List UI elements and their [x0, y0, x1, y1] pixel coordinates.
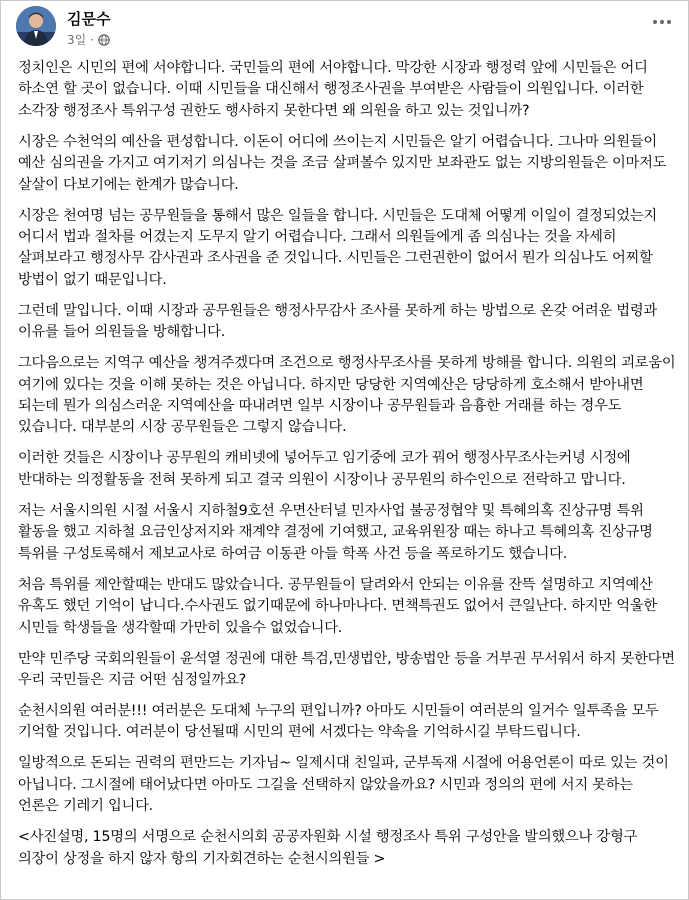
post-meta — [67, 31, 110, 48]
post-header — [16, 6, 676, 54]
profile-photo-icon — [16, 6, 56, 46]
post-paragraph: 그다음으로는 지역구 예산을 챙겨주겠다며 조건으로 행정사무조사를 못하게 방해를 합니다. 의원의 괴로움이 여기에 있다는 것을 이해 못하는 것은 아닙니다. 하지만 당당한 지역예산은 당당하게 호소해서 받아내면 되는데 뭔가 의심스러운 지역예산을 따내려면 일부 시장이나 공무원들과 음흉한 거래를 하는 경우도 있습니다. 대부분의 시장 공무원들은 그렇지 않습니다. — [18, 355, 676, 436]
author-name[interactable]: 김문수 — [67, 10, 111, 28]
post-paragraph: 저는 서울시의원 시절 서울시 지하철9호선 우면산터널 민자사업 불공정협약 및 특혜의혹 진상규명 특위 활동을 했고 지하철 요금인상저지와 재계약 결정에 기여했고, 교육위원장 때는 하나고 특혜의혹 진상규명 특위를 구성토록해서 제보교사로 하여금 이동관 아들 학폭 사건 등을 폭로하기도 했습니다. — [18, 502, 653, 562]
meta-separator: · — [90, 32, 95, 47]
post-paragraph: 처음 특위를 제안할때는 반대도 많았습니다. 공무원들이 달려와서 안되는 이유를 잔뜩 설명하고 지역예산 유혹도 했던 기억이 납니다.수사권도 없기때문에 하나마나다. 면책특권도 없어서 큰일난다. 하지만 억울한 시민들 학생들을 생각할때 가만히 있을수 없었습니다. — [18, 576, 657, 636]
more-horizontal-icon — [652, 19, 672, 25]
avatar[interactable] — [16, 6, 56, 46]
globe-icon — [98, 34, 110, 46]
post-paragraph: 정치인은 시민의 편에 서야합니다. 국민들의 편에 서야합니다. 막강한 시장과 행정력 앞에 시민들은 어디 하소연 할 곳이 없습니다. 이때 시민들을 대신해서 행정조사권을 부여받은 사람들이 의원입니다. 이러한 소각장 행정조사 특위구성 권한도 행사하지 못한다면 왜 의원을 하고 있는 것입니까? — [18, 60, 648, 119]
post-paragraph: 이러한 것들은 시장이나 공무원의 캐비넷에 넣어두고 임기중에 코가 꿔어 행정사무조사는커녕 시정에 반대하는 의정활동을 전혀 못하게 되고 결국 의원이 시장이나 공무원의 하수인으로 전락하고 맙니다. — [18, 450, 631, 488]
post-time[interactable]: 3일 — [67, 33, 87, 47]
post-paragraph: 그런데 말입니다. 이때 시장과 공무원들은 행정사무감사 조사를 못하게 하는 방법으로 온갖 어려운 법령과 이유를 들어 의원들을 방해합니다. — [18, 302, 657, 341]
post-paragraph: 시장은 수천억의 예산을 편성합니다. 이돈이 어디에 쓰이는지 시민들은 알기 어렵습니다. 그나마 의원들이 예산 심의권을 가지고 여기저기 의심나는 것을 조금 살펴볼수 있지만 보좌관도 없는 지방의원들은 이마저도 살살이 다보기에는 한계가 많습니다. — [18, 133, 667, 193]
post-paragraph: 순천시의원 여러분!!! 여러분은 도대체 누구의 편입니까? 아마도 시민들이 여러분의 일거수 일투족을 모두 기억할 것입니다. 여러분이 당선될때 시민의 편에 서겠다는 약속을 기억하시길 부탁드립니다. — [18, 702, 659, 741]
more-options-button[interactable] — [650, 10, 674, 34]
post-paragraph: 시장은 천여명 넘는 공무원들을 통해서 많은 일들을 합니다. 시민들은 도대체 어떻게 이일이 결정되었는지 어디서 법과 절차를 어겼는지 도무지 알기 어렵습니다. 그래서 의원들에게 좀 의심나는 것을 자세히 살펴보라고 행정사무 감사권과 조사권을 준 것입니다. 시민들은 그런권한이 없어서 뭔가 의심나도 어찌할 방법이 없기 때문입니다. — [18, 207, 657, 288]
post-paragraph: 만약 민주당 국회의원들이 윤석열 정권에 대한 특검,민생법안, 방송법안 등을 거부권 무서워서 하지 못한다면 우리 국민들은 지금 어떤 심정일까요? — [18, 650, 675, 688]
post-body — [18, 58, 676, 880]
post-paragraph: 일방적으로 돈되는 권력의 편만드는 기자님~ 일제시대 친일파, 군부독재 시절에 어용언론이 따로 있는 것이 아닙니다. 그시절에 태어났다면 아마도 그길을 선택하지 않았을까요? 시민과 정의의 편에 서지 못하는 언론은 기레기 입니다. — [18, 755, 669, 815]
photo-caption: <사진설명, 15명의 서명으로 순천시의회 공공자원화 시설 행정조사 특위 구성안을 발의했으나 강형구 의장이 상정을 하지 않자 항의 기자회견하는 순천시의원들 > — [18, 829, 638, 867]
